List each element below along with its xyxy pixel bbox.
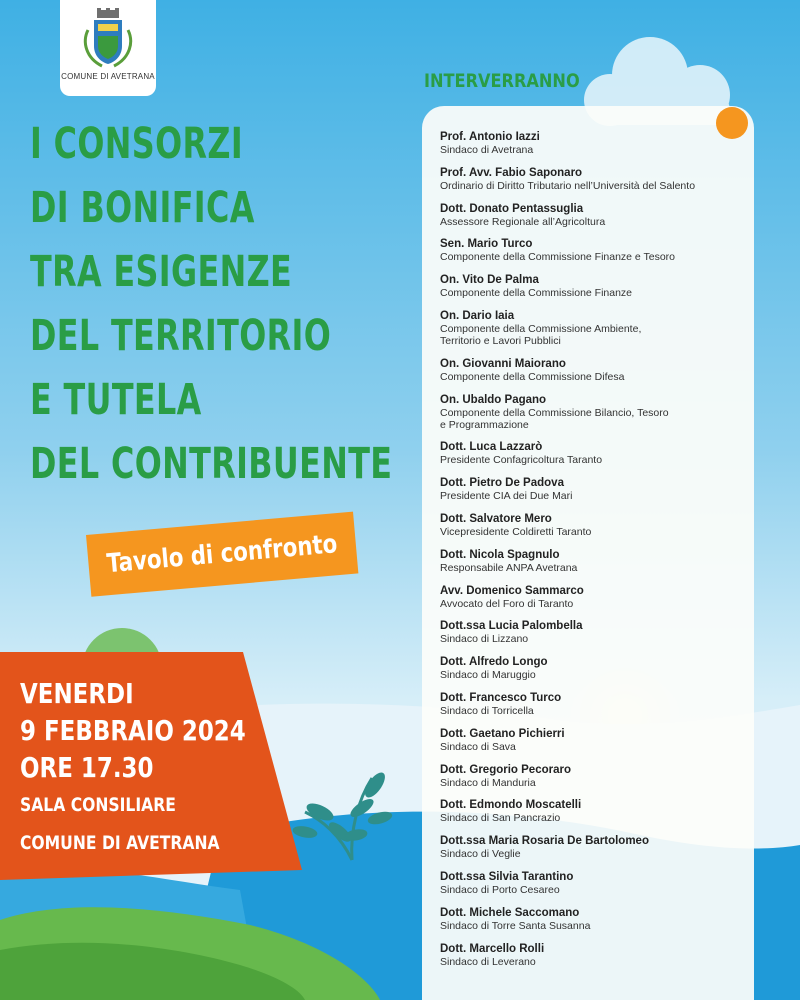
event-venue-town: COMUNE DI AVETRANA bbox=[20, 832, 220, 854]
title-line: DEL CONTRIBUENTE bbox=[30, 439, 393, 489]
speaker-role: Sindaco di Sava bbox=[440, 740, 516, 753]
speaker-role: Presidente CIA dei Due Mari bbox=[440, 490, 573, 503]
speaker-role: Vicepresidente Coldiretti Taranto bbox=[440, 525, 592, 538]
speaker-role: Componente della Commissione Difesa bbox=[440, 370, 625, 383]
speaker-role: Componente della Commissione Ambiente, Territorio e Lavori Pubblici bbox=[440, 322, 642, 347]
speaker-item bbox=[440, 692, 760, 717]
event-time: ORE 17.30 bbox=[20, 751, 154, 784]
speaker-item bbox=[440, 620, 760, 645]
speaker-role: Sindaco di Porto Cesareo bbox=[440, 883, 560, 896]
speaker-name: Dott. Alfredo Longo bbox=[440, 656, 548, 669]
speaker-item bbox=[440, 728, 760, 753]
speaker-role: Ordinario di Diritto Tributario nell’Università del Salento bbox=[440, 179, 696, 192]
speaker-item bbox=[440, 656, 760, 681]
speaker-name: Dott.ssa Silvia Tarantino bbox=[440, 870, 574, 883]
speaker-role: Sindaco di Torre Santa Susanna bbox=[440, 919, 591, 932]
speakers-header: INTERVERRANNO bbox=[424, 70, 580, 92]
speaker-item bbox=[440, 358, 760, 383]
title-line: DI BONIFICA bbox=[30, 183, 255, 233]
speaker-role: Componente della Commissione Finanze bbox=[440, 287, 633, 300]
speaker-name: Dott. Marcello Rolli bbox=[440, 942, 545, 955]
speaker-role: Presidente Confagricoltura Taranto bbox=[440, 454, 603, 467]
title-line: TRA ESIGENZE bbox=[30, 247, 293, 297]
speaker-role: Assessore Regionale all’Agricoltura bbox=[440, 215, 606, 228]
speaker-name: Dott. Luca Lazzarò bbox=[440, 441, 543, 454]
title-line: I CONSORZI bbox=[30, 119, 244, 169]
speaker-item bbox=[440, 131, 760, 156]
event-day: VENERDI bbox=[20, 677, 134, 710]
event-info bbox=[20, 675, 300, 856]
speaker-name: Dott. Gaetano Pichierri bbox=[440, 727, 565, 740]
speaker-name: Avv. Domenico Sammarco bbox=[440, 584, 584, 597]
speaker-item bbox=[440, 167, 760, 192]
speaker-item bbox=[440, 513, 760, 538]
speaker-name: Prof. Avv. Fabio Saponaro bbox=[440, 166, 583, 179]
speaker-name: Dott.ssa Lucia Palombella bbox=[440, 620, 583, 633]
speaker-role: Componente della Commissione Finanze e Tesoro bbox=[440, 251, 676, 264]
speaker-item bbox=[440, 835, 760, 860]
speaker-role: Avvocato del Foro di Taranto bbox=[440, 597, 574, 610]
event-title bbox=[30, 112, 430, 496]
speaker-name: Dott. Gregorio Pecoraro bbox=[440, 763, 571, 776]
speaker-role: Componente della Commissione Bilancio, Tesoro e Programmazione bbox=[440, 406, 669, 431]
speaker-name: On. Vito De Palma bbox=[440, 274, 539, 287]
speaker-name: Dott. Francesco Turco bbox=[440, 691, 562, 704]
subtitle-tag-label: Tavolo di confronto bbox=[105, 529, 339, 580]
speaker-item bbox=[440, 871, 760, 896]
speaker-name: Dott. Salvatore Mero bbox=[440, 512, 552, 525]
speaker-item bbox=[440, 943, 760, 968]
speaker-item bbox=[440, 274, 760, 299]
speaker-name: Dott. Donato Pentassuglia bbox=[440, 202, 584, 215]
speaker-role: Sindaco di Manduria bbox=[440, 776, 536, 789]
coat-of-arms-icon bbox=[60, 6, 156, 70]
event-date: 9 FEBBRAIO 2024 bbox=[20, 714, 246, 747]
speaker-role: Sindaco di Avetrana bbox=[440, 144, 534, 156]
speaker-item bbox=[440, 441, 760, 466]
speaker-role: Sindaco di Maruggio bbox=[440, 669, 536, 682]
speaker-item bbox=[440, 907, 760, 932]
title-line: DEL TERRITORIO bbox=[30, 311, 332, 361]
speaker-role: Sindaco di Veglie bbox=[440, 848, 521, 861]
speaker-name: On. Dario Iaia bbox=[440, 309, 515, 322]
speaker-item bbox=[440, 477, 760, 502]
speaker-item bbox=[440, 799, 760, 824]
event-venue: SALA CONSILIARE bbox=[20, 794, 176, 816]
speaker-role: Sindaco di Leverano bbox=[440, 955, 536, 968]
speaker-item bbox=[440, 310, 760, 347]
speaker-role: Sindaco di Lizzano bbox=[440, 633, 529, 646]
logo-card bbox=[60, 0, 156, 96]
speaker-item bbox=[440, 585, 760, 610]
speaker-item bbox=[440, 764, 760, 789]
speaker-role: Responsabile ANPA Avetrana bbox=[440, 561, 578, 574]
speaker-name: Dott. Edmondo Moscatelli bbox=[440, 799, 582, 812]
speaker-name: On. Giovanni Maiorano bbox=[440, 357, 566, 370]
logo-caption: COMUNE DI AVETRANA bbox=[61, 72, 155, 81]
speaker-item bbox=[440, 549, 760, 574]
speaker-name: Dott. Pietro De Padova bbox=[440, 477, 564, 490]
speaker-name: Dott. Michele Saccomano bbox=[440, 906, 580, 919]
speaker-item bbox=[440, 238, 760, 263]
speaker-name: Dott. Nicola Spagnulo bbox=[440, 548, 560, 561]
speakers-list bbox=[440, 131, 760, 978]
title-line: E TUTELA bbox=[30, 375, 202, 425]
speaker-role: Sindaco di Torricella bbox=[440, 704, 534, 717]
speaker-item bbox=[440, 394, 760, 431]
speaker-name: On. Ubaldo Pagano bbox=[440, 393, 547, 406]
speaker-name: Dott.ssa Maria Rosaria De Bartolomeo bbox=[440, 835, 649, 848]
speaker-name: Sen. Mario Turco bbox=[440, 238, 533, 251]
speaker-role: Sindaco di San Pancrazio bbox=[440, 812, 561, 825]
speaker-item bbox=[440, 203, 760, 228]
speaker-name: Prof. Antonio Iazzi bbox=[440, 131, 540, 143]
